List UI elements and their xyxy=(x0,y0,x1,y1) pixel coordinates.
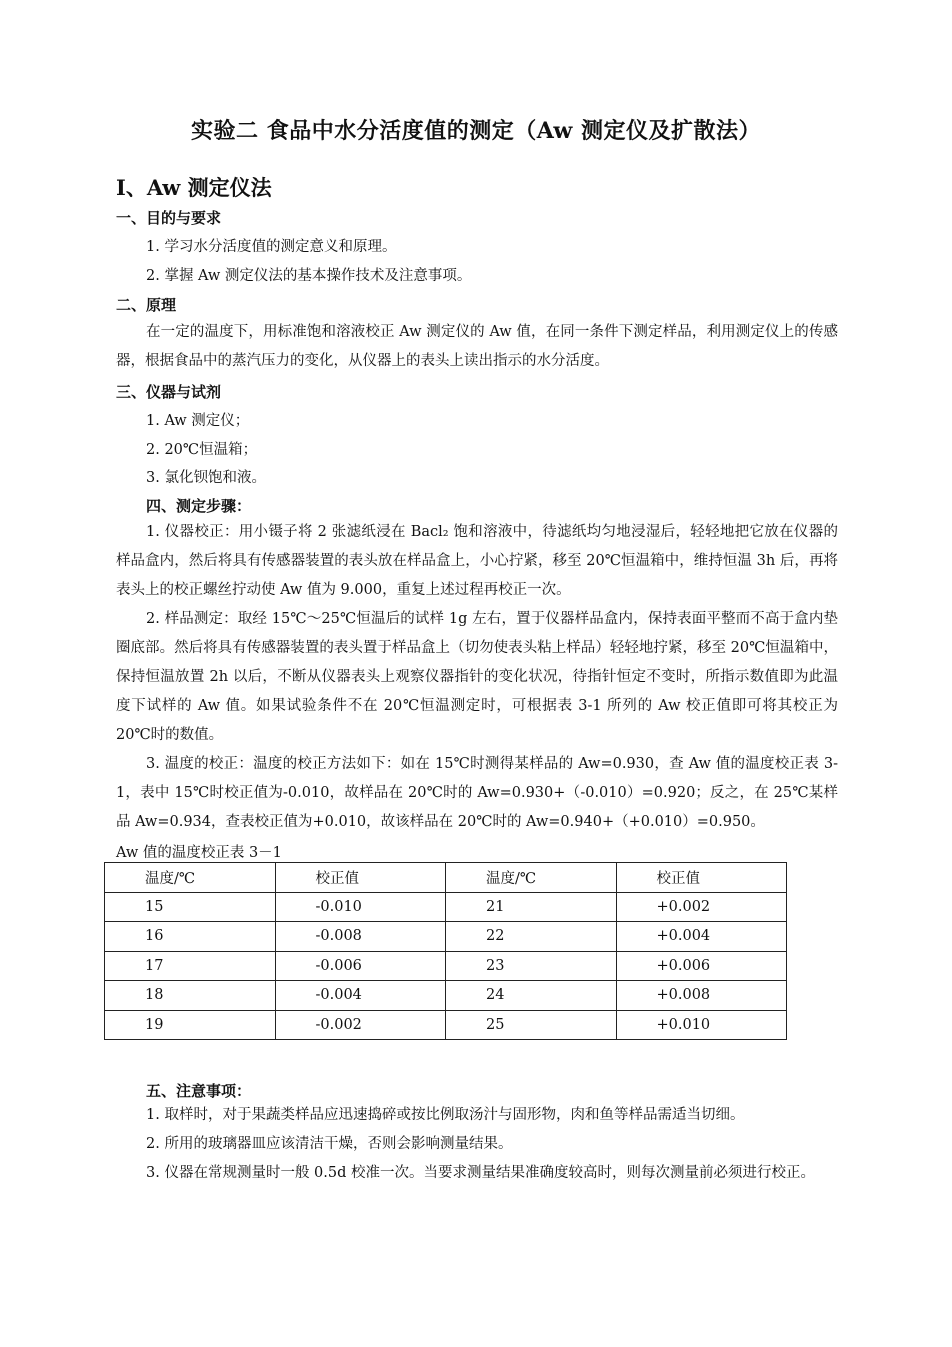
table-cell: -0.004 xyxy=(275,981,446,1011)
table-cell: -0.002 xyxy=(275,1010,446,1040)
table-cell: 22 xyxy=(446,922,617,952)
table-cell: +0.008 xyxy=(616,981,787,1011)
table-cell: 16 xyxy=(105,922,276,952)
heading-notes: 五、注意事项： xyxy=(146,1082,252,1100)
objective-item-1: 1. 学习水分活度值的测定意义和原理。 xyxy=(146,239,397,255)
procedure-paragraph-3: 3. 温度的校正：温度的校正方法如下：如在 15℃时测得某样品的 Aw=0.930，查 Aw 值的温度校正表 3-1，表中 15℃时校正值为-0.010，故样品在 20℃时的 Aw=0.930+（-0.010）=0.920；反之，在 25℃某样品 Aw=0.934，查表校正值为+0.010，故该样品在 20℃时的 Aw=0.940+（+0.010）=0.950。 xyxy=(116,756,838,830)
note-item-3: 3. 仪器在常规测量时一般 0.5d 校准一次。当要求测量结果准确度较高时，则每次测量前必须进行校正。 xyxy=(146,1165,815,1181)
table-cell: 15 xyxy=(105,892,276,922)
note-item-2: 2. 所用的玻璃器皿应该清洁干燥，否则会影响测量结果。 xyxy=(146,1136,513,1152)
correction-table xyxy=(104,862,787,1040)
table-caption: Aw 值的温度校正表 3－1 xyxy=(116,845,282,861)
principle-paragraph: 在一定的温度下，用标准饱和溶液校正 Aw 测定仪的 Aw 值，在同一条件下测定样品，利用测定仪上的传感器，根据食品中的蒸汽压力的变化，从仪器上的表头上读出指示的水分活度。 xyxy=(116,324,838,369)
table-header-cell: 校正值 xyxy=(616,863,787,893)
heading-instruments: 三、仪器与试剂 xyxy=(116,383,222,401)
table-cell: -0.008 xyxy=(275,922,446,952)
instrument-item-2: 2. 20℃恒温箱； xyxy=(146,442,258,458)
table-cell: +0.002 xyxy=(616,892,787,922)
section-heading: Ⅰ、Aw 测定仪法 xyxy=(116,175,272,200)
table-header-cell: 校正值 xyxy=(275,863,446,893)
table-cell: 17 xyxy=(105,951,276,981)
note-item-1: 1. 取样时，对于果蔬类样品应迅速捣碎或按比例取汤汁与固形物，肉和鱼等样品需适当切细。 xyxy=(146,1107,745,1123)
table-header-row xyxy=(105,863,787,893)
procedure-paragraph-2: 2. 样品测定：取经 15℃～25℃恒温后的试样 1g 左右，置于仪器样品盒内，保持表面平整而不高于盒内垫圈底部。然后将具有传感器装置的表头置于样品盒上（切勿使表头粘上样品）轻轻地拧紧，移至 20℃恒温箱中，保持恒温放置 2h 以后，不断从仪器表头上观察仪器指针的变化状况，待指针恒定不变时，所指示数值即为此温度下试样的 Aw 值。如果试验条件不在 20℃恒温测定时，可根据表 3-1 所列的 Aw 校正值即可将其校正为 20℃时的数值。 xyxy=(116,611,838,743)
table-row xyxy=(105,981,787,1011)
table-row xyxy=(105,1010,787,1040)
table-row xyxy=(105,922,787,952)
table-cell: 25 xyxy=(446,1010,617,1040)
table-cell: +0.004 xyxy=(616,922,787,952)
document-title: 实验二 食品中水分活度值的测定（Aw 测定仪及扩散法） xyxy=(191,118,761,144)
table-header-cell: 温度/℃ xyxy=(105,863,276,893)
table-cell: -0.006 xyxy=(275,951,446,981)
table-row xyxy=(105,892,787,922)
table-row xyxy=(105,951,787,981)
table-cell: 21 xyxy=(446,892,617,922)
instrument-item-1: 1. Aw 测定仪； xyxy=(146,413,250,429)
table-cell: +0.006 xyxy=(616,951,787,981)
procedure-paragraph-1: 1. 仪器校正：用小镊子将 2 张滤纸浸在 Bacl₂ 饱和溶液中，待滤纸均匀地浸湿后，轻轻地把它放在仪器的样品盒内，然后将具有传感器装置的表头放在样品盒上，小心拧紧，移至 20℃恒温箱中，维持恒温 3h 后，再将表头上的校正螺丝拧动使 Aw 值为 9.000，重复上述过程再校正一次。 xyxy=(116,524,838,598)
table-header-cell: 温度/℃ xyxy=(446,863,617,893)
table-cell: 23 xyxy=(446,951,617,981)
table-cell: 24 xyxy=(446,981,617,1011)
table-cell: +0.010 xyxy=(616,1010,787,1040)
table-cell: 19 xyxy=(105,1010,276,1040)
heading-principle: 二、原理 xyxy=(116,296,177,314)
table-cell: 18 xyxy=(105,981,276,1011)
heading-procedure: 四、测定步骤： xyxy=(146,497,252,515)
table-cell: -0.010 xyxy=(275,892,446,922)
instrument-item-3: 3. 氯化钡饱和液。 xyxy=(146,470,266,486)
heading-objectives: 一、目的与要求 xyxy=(116,209,222,227)
objective-item-2: 2. 掌握 Aw 测定仪法的基本操作技术及注意事项。 xyxy=(146,268,472,284)
